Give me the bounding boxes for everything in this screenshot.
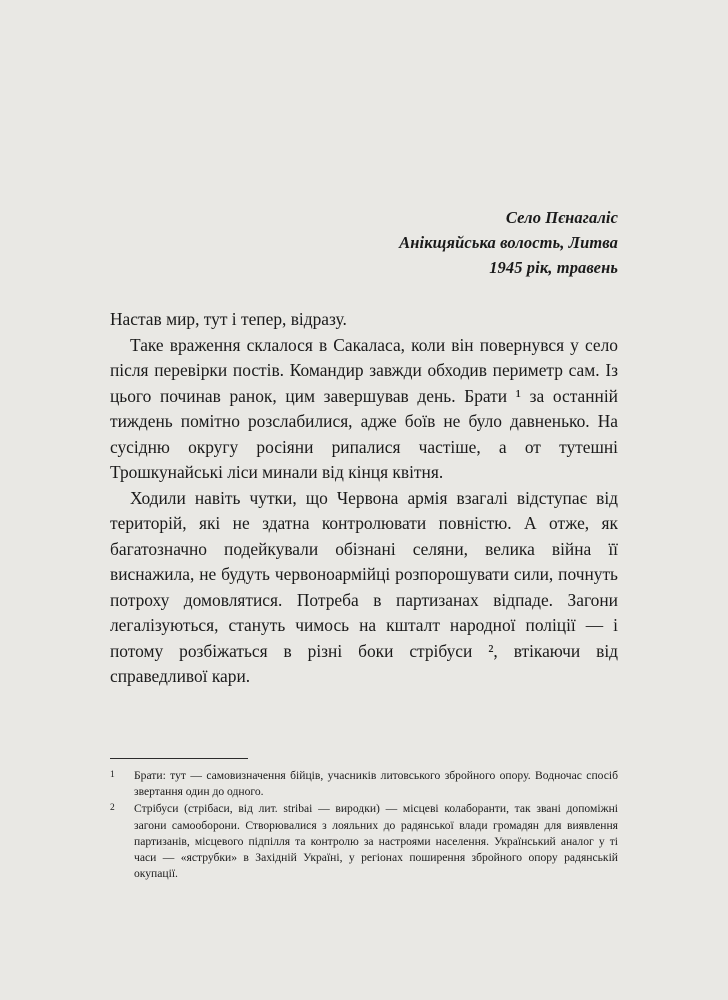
footnote-text: Стрібуси (стрібаси, від лит. stribai — виродки) — місцеві колаборанти, так звані допоміжні загони самооборони. Створювалися з лояльних до радянської влади громадян для виявлення партизанів, місцевого підпілля та контролю за настроями населення. Український аналог у ті часи — «яструбки» в Західній Україні, у регіонах поширення збройного опору радянській окупації. — [134, 802, 618, 881]
footnote-separator-rule — [110, 758, 248, 759]
footnote-item — [110, 801, 618, 882]
body-text — [110, 307, 618, 690]
epigraph-line-region: Анікщяйська волость, Литва — [399, 233, 618, 253]
footnote-item — [110, 768, 618, 800]
epigraph-block — [110, 0, 618, 280]
footnote-number: 2 — [110, 803, 115, 814]
epigraph-line-place: Село Пєнагаліс — [505, 208, 618, 227]
paragraph-1: Настав мир, тут і тепер, відразу. — [110, 309, 347, 330]
footnote-number: 1 — [110, 770, 115, 780]
paragraph-3: Ходили навіть чутки, що Червона армія взагалі відступає від територій, які не здатна контролювати повністю. А отже, як багатозначно подейкували обізнані селяни, велика війна її виснажила, не будуть червоноармійці розпорошувати сили, почнуть потроху домовлятися. Потреба в партизанах відпаде. Загони легалізуються, стануть чимось на кшталт народної поліції — і потому розбіжаться в різні боки стрібуси ², втікаючи від справедливої кари. — [110, 487, 618, 687]
footnote-text: Брати: тут — самовизначення бійців, учасників литовського збройного опору. Водночас спосіб звертання один до одного. — [134, 769, 618, 799]
paragraph-2: Таке враження склалося в Сакаласа, коли він повернувся у село після перевірки постів. Командир завжди обходив периметр сам. Із цього починав ранок, цим завершував день. Брати ¹ за останній тиждень помітно розслабилися, адже боїв не було давненько. На сусідню округу росіяни рипалися частіше, а от тутешні Трошкунайські ліси минали від кінця квітня. — [110, 334, 618, 483]
epigraph-line-date: 1945 рік, травень — [489, 258, 618, 278]
footnote-area — [110, 758, 618, 884]
